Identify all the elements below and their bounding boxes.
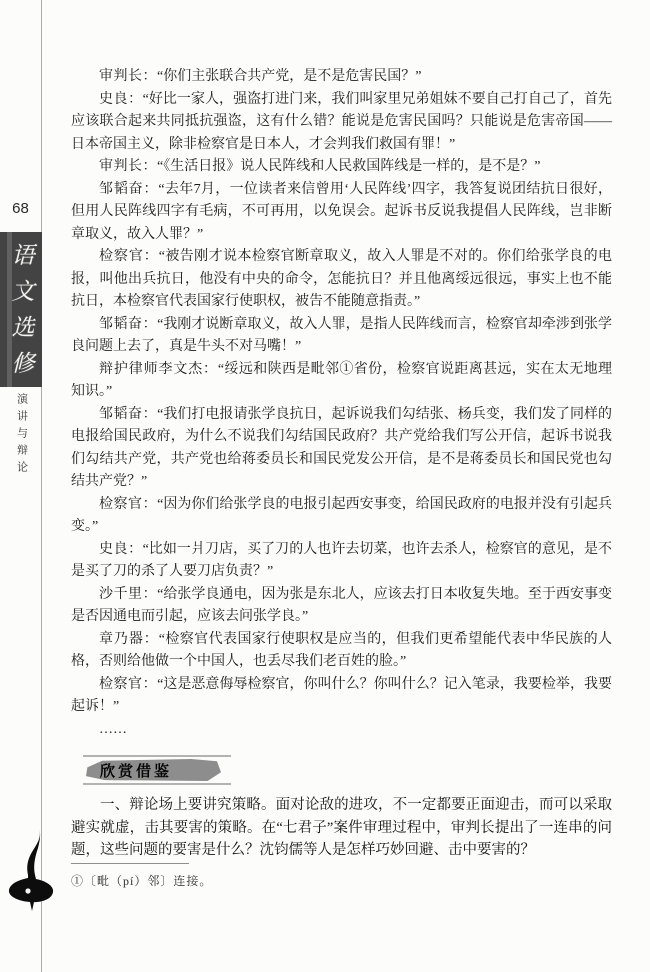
series-band bbox=[0, 232, 42, 387]
speech-text: “我刚才说断章取义，故入人罪，是指人民阵线而言，检察官却牵涉到张学良问题上去了，真是牛头不对马嘴！” bbox=[71, 316, 613, 354]
series-band-title: 语文选修 bbox=[8, 242, 34, 387]
dialogue-block bbox=[71, 66, 612, 719]
speaker-name: 章乃器： bbox=[99, 631, 159, 647]
speech-text: “去年7月，一位读者来信曾用‘人民阵线’四字，我答复说团结抗日很好，但用人民阵线四字有毛病，不可再用，以免误会。起诉书反说我提倡人民阵线，岂非断章取义，故入人罪？” bbox=[71, 181, 613, 242]
volume-label bbox=[0, 393, 42, 513]
speaker-name: 史良： bbox=[99, 91, 143, 107]
speaker-name: 史良： bbox=[99, 541, 143, 557]
speaker-name: 沙千里： bbox=[99, 586, 158, 602]
series-band-highlight bbox=[7, 232, 12, 387]
speaker-name: 检察官： bbox=[99, 249, 159, 264]
exercise-paragraph: 一、辩论场上要讲究策略。面对论敌的进攻，不一定都要正面迎击，而可以采取避实就虚，击其要害的策略。在“七君子”案件审理过程中，审判长提出了一连串的问题，这些问题的要害是什么？沈钧儒等人是怎样巧妙回避、击中要害的？ bbox=[71, 797, 612, 858]
speech-text: “绥远和陕西是毗邻①省份，检察官说距离甚远，实在太无地理知识。” bbox=[71, 361, 612, 399]
footnote-text: ①〔毗（pí）邻〕连接。 bbox=[71, 874, 213, 888]
speaker-name: 邹韬奋： bbox=[99, 181, 159, 197]
speech-text: “我们打电报请张学良抗日，起诉说我们勾结张、杨兵变，我们发了同样的电报给国民政府，为什么不说我们勾结国民政府？共产党给我们写公开信，起诉书说我们勾结共产党，共产党也给蒋委员长和国民党发公开信，是不是蒋委员长和国民党也勾结共产党？” bbox=[71, 406, 613, 489]
speech-text: “检察官代表国家行使职权是应当的，但我们更希望能代表中华民族的人格，否则给他做一个中国人，也丢尽我们老百姓的脸。” bbox=[71, 631, 613, 669]
dialogue-paragraph bbox=[71, 156, 612, 179]
speech-text: “你们主张联合共产党，是不是危害民国？” bbox=[157, 69, 422, 84]
speech-text: “被告刚才说本检察官断章取义，故入人罪是不对的。你们给张学良的电报，叫他出兵抗日，他没有中央的命令，怎能抗日？并且他离绥远很远，事实上也不能抗日，本检察官代表国家行使职权，被告不能随意指责。” bbox=[71, 249, 613, 309]
dialogue-paragraph bbox=[71, 359, 612, 404]
dialogue-paragraph bbox=[71, 66, 612, 89]
speaker-name: 审判长： bbox=[99, 69, 157, 84]
section-header-text: 欣赏借鉴 bbox=[100, 763, 173, 780]
speaker-name: 检察官： bbox=[99, 496, 158, 512]
speaker-name: 检察官： bbox=[99, 676, 158, 692]
page-number: 68 bbox=[12, 200, 29, 217]
dialogue-paragraph bbox=[71, 584, 612, 629]
footnote-divider bbox=[71, 863, 189, 864]
speech-text: “好比一家人，强盗打进门来，我们叫家里兄弟姐妹不要自己打自己了，首先应该联合起来共同抵抗强盗，这有什么错？能说是危害民国吗？只能说是危害帝国——日本帝国主义，除非检察官是日本人，才会判我们救国有罪！” bbox=[71, 91, 612, 152]
dialogue-paragraph bbox=[71, 404, 612, 494]
speech-text: “给张学良通电，因为张是东北人，应该去打日本收复失地。至于西安事变是否因通电而引起，应该去问张学良。” bbox=[71, 586, 613, 624]
speaker-name: 邹韬奋： bbox=[99, 316, 158, 332]
dialogue-paragraph bbox=[71, 539, 612, 584]
dialogue-paragraph bbox=[71, 314, 612, 359]
dialogue-paragraph bbox=[71, 89, 612, 157]
main-content bbox=[71, 66, 612, 862]
dialogue-paragraph bbox=[71, 179, 612, 247]
volume-label-text: 演讲与辩论 bbox=[15, 393, 28, 478]
ellipsis-line: …… bbox=[99, 721, 127, 737]
speaker-name: 审判长： bbox=[99, 159, 157, 174]
speaker-name: 邹韬奋： bbox=[99, 406, 158, 422]
speech-text: “这是恶意侮辱检察官，你叫什么？你叫什么？记入笔录，我要检举，我要起诉！” bbox=[71, 676, 613, 714]
speech-text: “因为你们给张学良的电报引起西安事变，给国民政府的电报并没有引起兵变。” bbox=[71, 496, 613, 534]
speaker-name: 辩护律师李文杰： bbox=[99, 361, 218, 377]
dialogue-paragraph bbox=[71, 494, 612, 539]
speech-text: “《生活日报》说人民阵线和人民救国阵线是一样的，是不是？” bbox=[157, 159, 541, 174]
speech-text: “比如一爿刀店，买了刀的人也许去切菜，也许去杀人，检察官的意见，是不是买了刀的杀了人要刀店负责？” bbox=[71, 541, 612, 579]
dialogue-paragraph bbox=[71, 629, 612, 674]
ink-brush-icon bbox=[5, 828, 59, 912]
section-header-badge bbox=[83, 755, 231, 785]
dialogue-paragraph bbox=[71, 674, 612, 719]
dialogue-paragraph bbox=[71, 246, 612, 314]
footnote-block bbox=[71, 863, 501, 890]
